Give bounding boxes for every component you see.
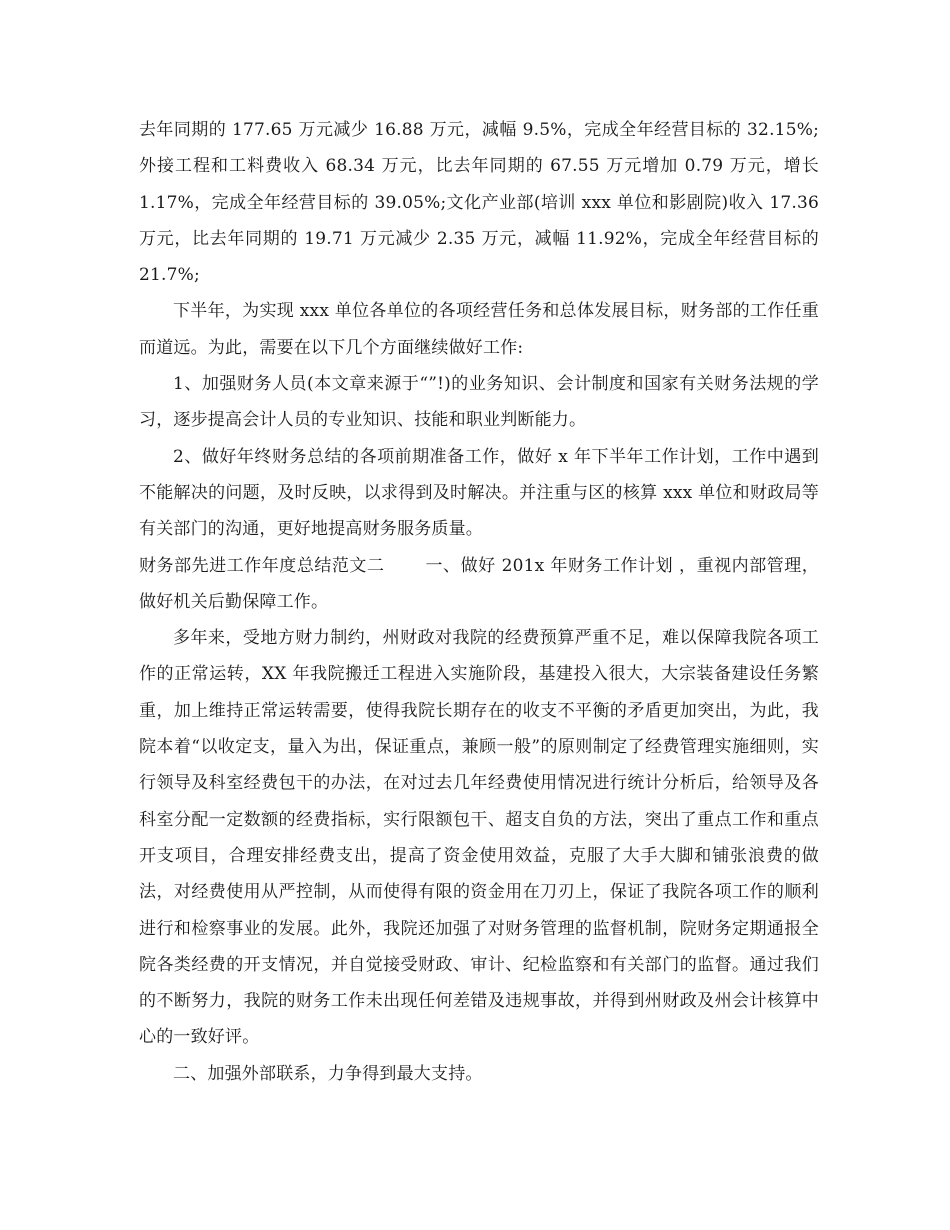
- paragraph-item-2: 2、做好年终财务总结的各项前期准备工作，做好 x 年下半年工作计划，工作中遇到不能解决的问题，及时反映，以求得到及时解决。并注重与区的核算 xxx 单位和财政局等有关部门的沟通，更好地提高财务服务质量。: [139, 446, 819, 540]
- paragraph-item-1: 1、加强财务人员(本文章来源于“”!)的业务知识、会计制度和国家有关财务法规的学习，逐步提高会计人员的专业知识、技能和职业判断能力。: [139, 374, 819, 431]
- paragraph-revenue-continuation: 去年同期的 177.65 万元减少 16.88 万元，减幅 9.5%，完成全年经营目标的 32.15%;外接工程和工料费收入 68.34 万元，比去年同期的 67.55 万元增加 0.79 万元，增长 1.17%，完成全年经营目标的 39.05%;文化产业部(培训 xxx 单位和影剧院)收入 17.36 万元，比去年同期的 19.71 万元减少 2.35 万元，减幅 11.92%，完成全年经营目标的 21.7%;: [139, 120, 819, 286]
- paragraph-second-half-intro: 下半年，为实现 xxx 单位各单位的各项经营任务和总体发展目标，财务部的工作任重而道远。为此，需要在以下几个方面继续做好工作:: [139, 301, 819, 358]
- paragraph-section-two-heading: 财务部先进工作年度总结范文二 一、做好 201x 年财务工作计划 ，重视内部管理，做好机关后勤保障工作。: [139, 555, 819, 612]
- paragraph-budget-management: 多年来，受地方财力制约，州财政对我院的经费预算严重不足，难以保障我院各项工作的正常运转，XX 年我院搬迁工程进入实施阶段，基建投入很大，大宗装备建设任务繁重，加上维持正常运转需要，使得我院长期存在的收支不平衡的矛盾更加突出，为此，我院本着“以收定支，量入为出，保证重点，兼顾一般”的原则制定了经费管理实施细则，实行领导及科室经费包干的办法，在对过去几年经费使用情况进行统计分析后，给领导及各科室分配一定数额的经费指标，实行限额包干、超支自负的方法，突出了重点工作和重点开支项目，合理安排经费支出，提高了资金使用效益，克服了大手大脚和铺张浪费的做法，对经费使用从严控制，从而使得有限的资金用在刀刃上，保证了我院各项工作的顺利进行和检察事业的发展。此外，我院还加强了对财务管理的监督机制，院财务定期通报全院各类经费的开支情况，并自觉接受财政、审计、纪检监察和有关部门的监督。通过我们的不断努力，我院的财务工作未出现任何差错及违规事故，并得到州财政及州会计核算中心的一致好评。: [139, 628, 819, 1048]
- document-body: [139, 112, 819, 1092]
- paragraph-external-support: 二、加强外部联系，力争得到最大支持。: [173, 1063, 483, 1084]
